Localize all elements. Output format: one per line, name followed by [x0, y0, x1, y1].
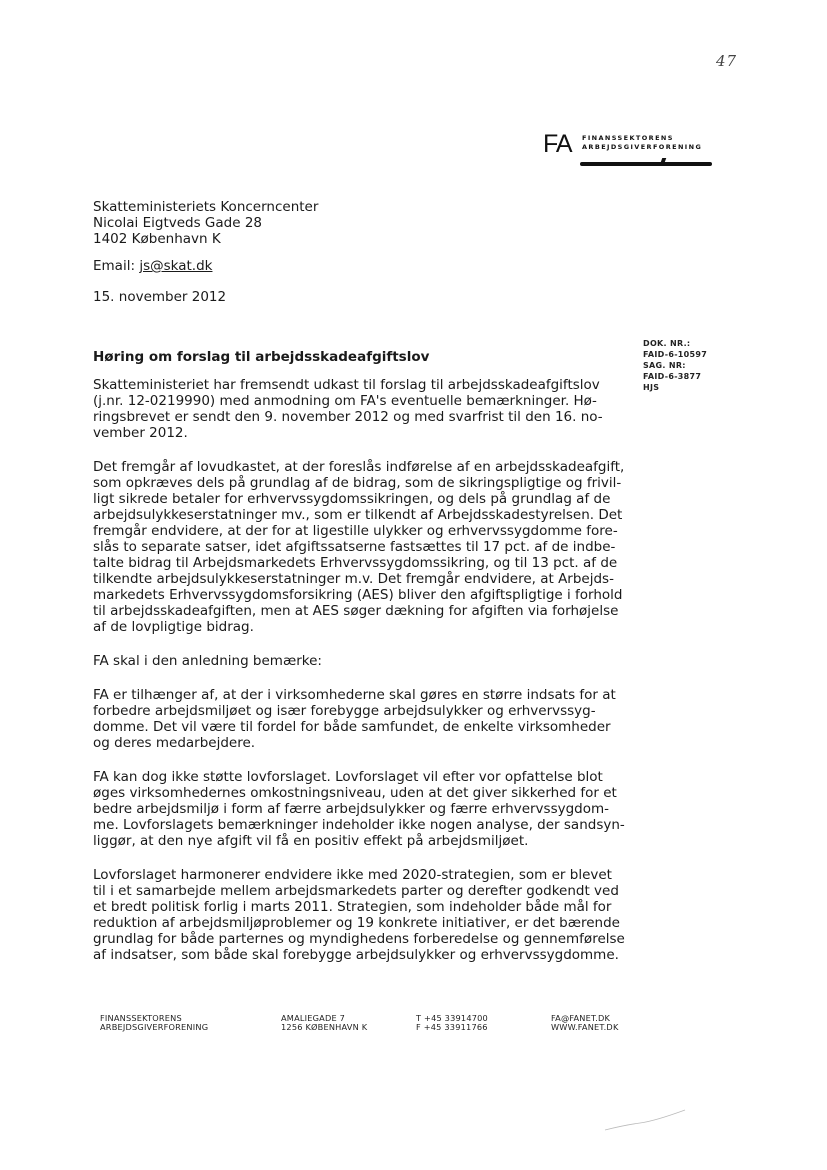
pencil-mark	[600, 1105, 690, 1135]
text-line: liggør, at den nye afgift vil få en positiv effekt på arbejdsmiljøet.	[93, 833, 529, 849]
dok-value: FAID-6-10597	[643, 350, 708, 359]
text-line: ringsbrevet er sendt den 9. november 2012 og med svarfrist til den 16. no-	[93, 409, 603, 425]
text-line: som opkræves dels på grundlag af de bidrag, som de sikringspligtige og frivil-	[93, 475, 622, 491]
logo-line-1: FINANSSEKTORENS	[582, 134, 674, 142]
text-line: reduktion af arbejdsmiljøproblemer og 19 konkrete initiativer, er det bærende	[93, 915, 620, 931]
paragraph	[93, 653, 598, 669]
footer-phone-block	[416, 1014, 488, 1032]
footer-address	[281, 1014, 367, 1032]
text-line: (j.nr. 12-0219990) med anmodning om FA's eventuelle bemærkninger. Hø-	[93, 393, 597, 409]
recipient-line: Skatteministeriets Koncerncenter	[93, 199, 319, 215]
text-line: af indsatser, som både skal forebygge arbejdsulykker og erhvervssygdomme.	[93, 947, 619, 963]
paragraph	[93, 687, 616, 751]
text-line: tilkendte arbejdsulykkeserstatninger m.v. Det fremgår endvidere, at Arbejds-	[93, 571, 614, 587]
letter-title: Høring om forslag til arbejdsskadeafgiftslov	[93, 349, 430, 365]
text-line: øges virksomhedernes omkostningsniveau, uden at det giver sikkerhed for et	[93, 785, 617, 801]
sag-value: FAID-6-3877	[643, 372, 702, 381]
text-line: Skatteministeriet har fremsendt udkast til forslag til arbejdsskadeafgiftslov	[93, 377, 600, 393]
text-line: og deres medarbejdere.	[93, 735, 256, 751]
text-line: til arbejdsskadeafgiften, men at AES søger dækning for afgiften via forhøjelse	[93, 603, 619, 619]
paragraph	[93, 769, 625, 849]
footer-city: 1256 KØBENHAVN K	[281, 1022, 368, 1032]
text-line: me. Lovforslagets bemærkninger indeholder ikke nogen analyse, der sandsyn-	[93, 817, 625, 833]
paragraph	[93, 459, 625, 635]
paragraph	[93, 867, 625, 963]
sag-label: SAG. NR:	[643, 361, 686, 370]
footer-fax: F +45 33911766	[416, 1022, 488, 1032]
text-line: vember 2012.	[93, 425, 188, 441]
recipient-address	[93, 199, 318, 247]
footer-org-line: FINANSSEKTORENS	[100, 1013, 182, 1023]
footer-street: AMALIEGADE 7	[281, 1013, 346, 1023]
footer-email[interactable]: FA@FANET.DK	[551, 1013, 611, 1023]
letter-body	[93, 377, 625, 981]
text-line: bedre arbejdsmiljø i form af færre arbejdsulykker og færre erhvervssygdom-	[93, 801, 610, 817]
fa-logo	[543, 130, 718, 180]
text-line: talte bidrag til Arbejdsmarkedets Erhvervssygdomssikring, og til 13 pct. af de	[93, 555, 618, 571]
paragraph	[93, 377, 603, 441]
text-line: til i et samarbejde mellem arbejdsmarkedets parter og derefter godkendt ved	[93, 883, 619, 899]
text-line: FA er tilhænger af, at der i virksomhederne skal gøres en større indsats for at	[93, 687, 616, 703]
letter-date: 15. november 2012	[93, 289, 227, 305]
recipient-line: 1402 København K	[93, 231, 221, 247]
footer-org-line: ARBEJDSGIVERFORENING	[100, 1022, 209, 1032]
text-line: ligt sikrede betaler for erhvervssygdomssikringen, og dels på grundlag af de	[93, 491, 611, 507]
email-line	[93, 258, 212, 274]
text-line: domme. Det vil være til fordel for både samfundet, de enkelte virksomheder	[93, 719, 611, 735]
text-line: Lovforslaget harmonerer endvidere ikke med 2020-strategien, som er blevet	[93, 867, 612, 883]
text-line: FA skal i den anledning bemærke:	[93, 653, 322, 669]
footer-organization	[100, 1014, 208, 1032]
initials: HJS	[643, 383, 660, 392]
text-line: fremgår endvidere, at der for at ligestille ulykker og erhvervssygdomme fore-	[93, 523, 618, 539]
email-label: Email:	[93, 258, 136, 274]
text-line: FA kan dog ikke støtte lovforslaget. Lovforslaget vil efter vor opfattelse blot	[93, 769, 603, 785]
text-line: markedets Erhvervssygdomsforsikring (AES) bliver den afgiftspligtige i forhold	[93, 587, 623, 603]
text-line: af de lovpligtige bidrag.	[93, 619, 254, 635]
text-line: forbedre arbejdsmiljøet og især forebygge arbejdsulykker og erhvervssyg-	[93, 703, 596, 719]
dok-label: DOK. NR.:	[643, 339, 691, 348]
text-line: et bredt politisk forlig i marts 2011. Strategien, som indeholder både mål for	[93, 899, 612, 915]
logo-underline	[580, 162, 712, 166]
footer-web[interactable]: WWW.FANET.DK	[551, 1022, 619, 1032]
handwritten-page-number: 47	[716, 52, 738, 70]
text-line: slås to separate satser, idet afgiftssatserne fastsættes til 17 pct. af de indbe-	[93, 539, 616, 555]
footer-contact	[551, 1014, 619, 1032]
text-line: Det fremgår af lovudkastet, at der foreslås indførelse af en arbejdsskadeafgift,	[93, 459, 625, 475]
logo-line-2: ARBEJDSGIVERFORENING	[582, 143, 703, 151]
recipient-line: Nicolai Eigtveds Gade 28	[93, 215, 263, 231]
reference-block	[643, 338, 707, 393]
text-line: arbejdsulykkeserstatninger mv., som er tilkendt af Arbejdsskadestyrelsen. Det	[93, 507, 623, 523]
text-line: grundlag for både parternes og myndighedens forberedelse og gennemførelse	[93, 931, 625, 947]
email-link[interactable]: js@skat.dk	[139, 258, 213, 274]
footer-phone: T +45 33914700	[416, 1013, 488, 1023]
logo-mark: FA	[543, 130, 572, 158]
